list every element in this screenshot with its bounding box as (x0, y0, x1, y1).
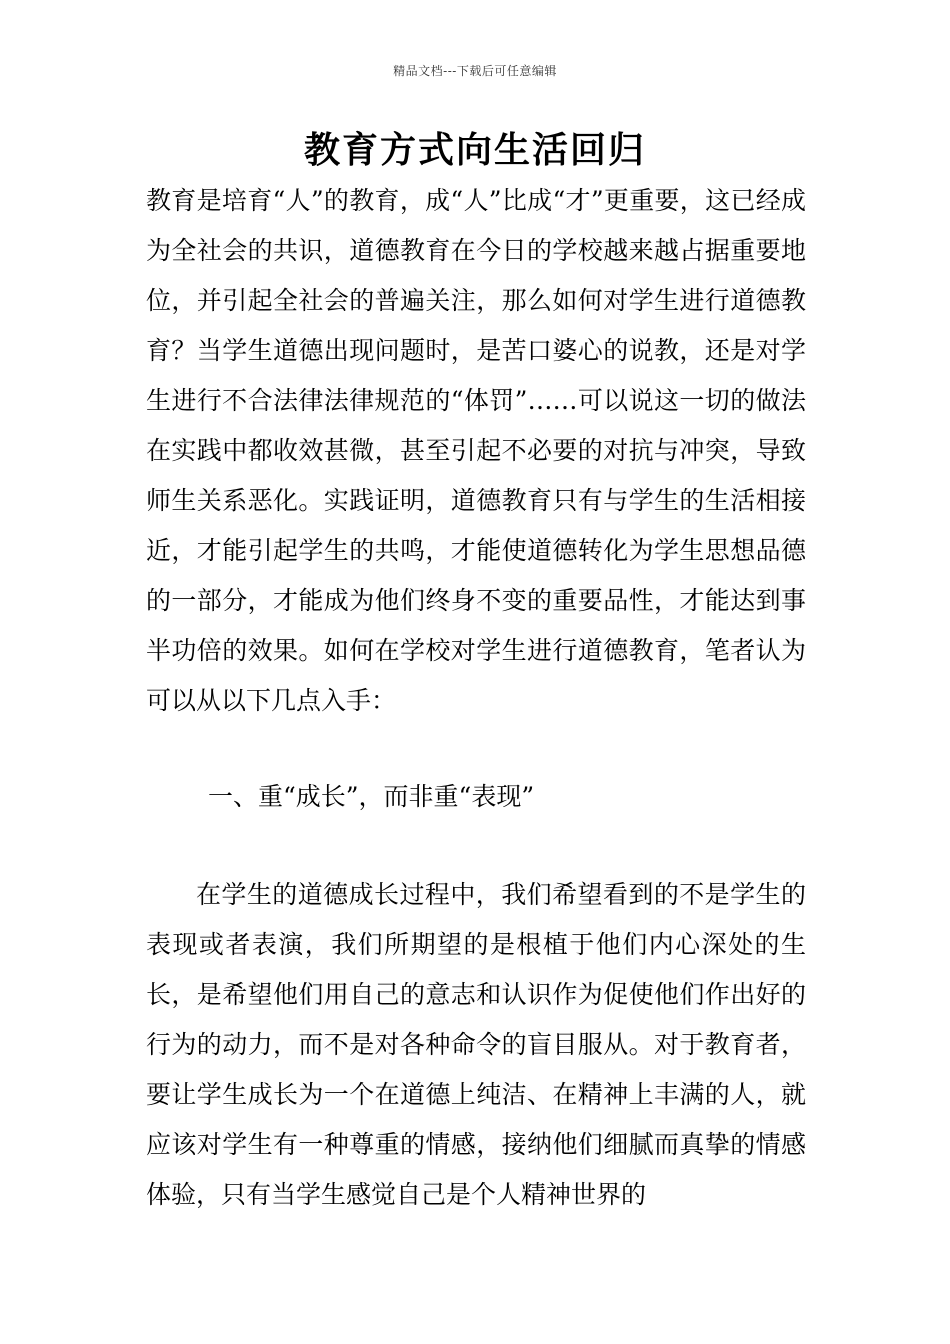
section-heading-1: 一、重“成长”，而非重“表现” (208, 782, 535, 811)
document-title: 教育方式向生活回归 (303, 130, 646, 171)
header-note: 精品文档---下载后可任意编辑 (393, 64, 557, 78)
paragraph-intro: 教育是培育“人”的教育，成“人”比成“才”更重要，这已经成为全社会的共识，道德教育在今日的学校越来越占据重要地位，并引起全社会的普遍关注，那么如何对学生进行道德教育？当学生道德出现问题时，是苦口婆心的说教，还是对学生进行不合法律法律规范的“体罚”……可以说这一切的做法在实践中都收效甚微，甚至引起不必要的对抗与冲突，导致师生关系恶化。实践证明，道德教育只有与学生的生活相接近，才能引起学生的共鸣，才能使道德转化为学生思想品德的一部分，才能成为他们终身不变的重要品性，才能达到事半功倍的效果。如何在学校对学生进行道德教育，笔者认为可以从以下几点入手： (146, 186, 806, 715)
paragraph-section-1: 在学生的道德成长过程中，我们希望看到的不是学生的表现或者表演，我们所期望的是根植于他们内心深处的生长，是希望他们用自己的意志和认识作为促使他们作出好的行为的动力，而不是对各种命令的盲目服从。对于教育者，要让学生成长为一个在道德上纯洁、在精神上丰满的人，就应该对学生有一种尊重的情感，接纳他们细腻而真挚的情感体验，只有当学生感觉自己是个人精神世界的 (146, 880, 806, 1209)
